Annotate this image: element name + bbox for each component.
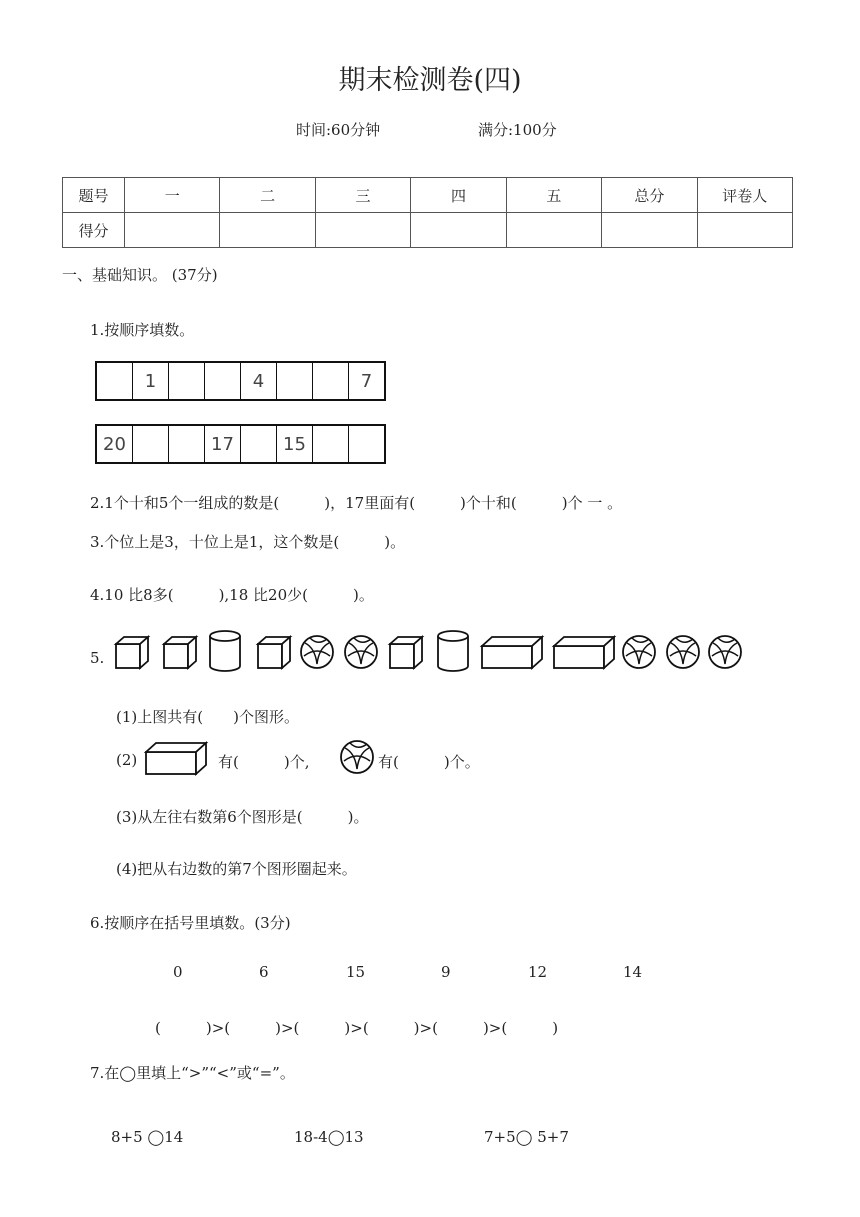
sequence-cell[interactable] xyxy=(204,363,240,399)
q4-text: 4.10 比8多( ),18 比20少( )。 xyxy=(90,586,374,604)
cube-icon[interactable] xyxy=(390,637,422,668)
sequence-row-2 xyxy=(95,424,386,464)
cylinder-icon[interactable] xyxy=(210,631,240,671)
score-header-cell: 题号 xyxy=(63,178,125,213)
sequence-cell[interactable] xyxy=(132,426,168,462)
q7-item: 18-4◯13 xyxy=(294,1128,364,1146)
q6-prompt: 6.按顺序在括号里填数。(3分) xyxy=(90,914,291,932)
q5-label: 5. xyxy=(90,649,105,667)
score-table xyxy=(62,177,793,248)
cylinder-icon[interactable] xyxy=(438,631,468,671)
score-input-cell[interactable] xyxy=(697,213,792,248)
sequence-cell[interactable] xyxy=(97,363,132,399)
time-label: 时间:60分钟 xyxy=(296,121,381,139)
section-heading: 一、基础知识。 (37分) xyxy=(62,266,218,284)
q6-number: 15 xyxy=(346,963,366,981)
q5-sub2-b: 有( )个。 xyxy=(378,753,480,771)
q3-text: 3.个位上是3，十位上是1，这个数是( )。 xyxy=(90,533,406,551)
q2-text: 2.1个十和5个一组成的数是( )，17里面有( )个十和( )个 一 。 xyxy=(90,494,623,512)
score-table-header-row xyxy=(63,178,793,213)
page-title: 期末检测卷(四) xyxy=(338,65,522,96)
score-header-cell: 总分 xyxy=(602,178,697,213)
ball-icon xyxy=(340,738,376,776)
score-input-cell[interactable] xyxy=(602,213,697,248)
score-input-cell[interactable] xyxy=(506,213,601,248)
sequence-cell[interactable] xyxy=(168,363,204,399)
sequence-cell[interactable]: 15 xyxy=(276,426,312,462)
score-input-cell[interactable] xyxy=(125,213,220,248)
q5-sub3: (3)从左往右数第6个图形是( )。 xyxy=(116,808,369,826)
score-input-cell[interactable] xyxy=(220,213,315,248)
cube-icon[interactable] xyxy=(258,637,290,668)
score-label: 满分:100分 xyxy=(478,121,557,139)
q5-sub1: (1)上图共有( )个图形。 xyxy=(116,708,299,726)
q1-prompt: 1.按顺序填数。 xyxy=(90,321,195,339)
sequence-cell[interactable] xyxy=(312,426,348,462)
score-header-cell: 一 xyxy=(125,178,220,213)
score-header-cell: 四 xyxy=(411,178,506,213)
score-table-score-row xyxy=(63,213,793,248)
q6-blanks: ( )>( )>( )>( )>( )>( ) xyxy=(155,1019,559,1037)
shape-row xyxy=(110,628,750,674)
q7-item: 8+5 ◯14 xyxy=(111,1128,184,1146)
q5-sub4: (4)把从右边数的第7个图形圈起来。 xyxy=(116,860,357,878)
sequence-cell[interactable] xyxy=(348,426,384,462)
score-row-label: 得分 xyxy=(63,213,125,248)
ball-icon[interactable] xyxy=(709,636,741,668)
q6-number: 14 xyxy=(623,963,643,981)
sequence-cell[interactable]: 4 xyxy=(240,363,276,399)
cube-icon[interactable] xyxy=(164,637,196,668)
sequence-cell[interactable] xyxy=(276,363,312,399)
q6-number: 12 xyxy=(528,963,548,981)
cuboid-icon xyxy=(144,740,210,778)
sequence-cell[interactable]: 1 xyxy=(132,363,168,399)
score-input-cell[interactable] xyxy=(411,213,506,248)
q6-number: 6 xyxy=(259,963,269,981)
cuboid-icon[interactable] xyxy=(554,637,614,668)
sequence-cell[interactable]: 20 xyxy=(103,433,126,455)
sequence-cell[interactable] xyxy=(240,426,276,462)
q5-sub2-label: (2) xyxy=(116,751,138,769)
sequence-cell[interactable]: 17 xyxy=(204,426,240,462)
q6-number: 9 xyxy=(441,963,451,981)
ball-icon[interactable] xyxy=(623,636,655,668)
score-input-cell[interactable] xyxy=(315,213,410,248)
ball-icon[interactable] xyxy=(667,636,699,668)
sequence-row-1 xyxy=(95,361,386,401)
score-header-cell: 五 xyxy=(506,178,601,213)
score-header-cell: 评卷人 xyxy=(697,178,792,213)
sequence-cell[interactable] xyxy=(312,363,348,399)
score-header-cell: 二 xyxy=(220,178,315,213)
sequence-cell[interactable]: 7 xyxy=(348,363,384,399)
ball-icon[interactable] xyxy=(301,636,333,668)
ball-icon[interactable] xyxy=(345,636,377,668)
q6-number: 0 xyxy=(173,963,183,981)
q7-item: 7+5◯ 5+7 xyxy=(484,1128,569,1146)
cuboid-icon[interactable] xyxy=(482,637,542,668)
q7-prompt: 7.在◯里填上“>”“<”或“=”。 xyxy=(90,1064,295,1082)
sequence-cell[interactable] xyxy=(168,426,204,462)
score-header-cell: 三 xyxy=(315,178,410,213)
q5-sub2-a: 有( )个, xyxy=(218,753,310,771)
cube-icon[interactable] xyxy=(116,637,148,668)
